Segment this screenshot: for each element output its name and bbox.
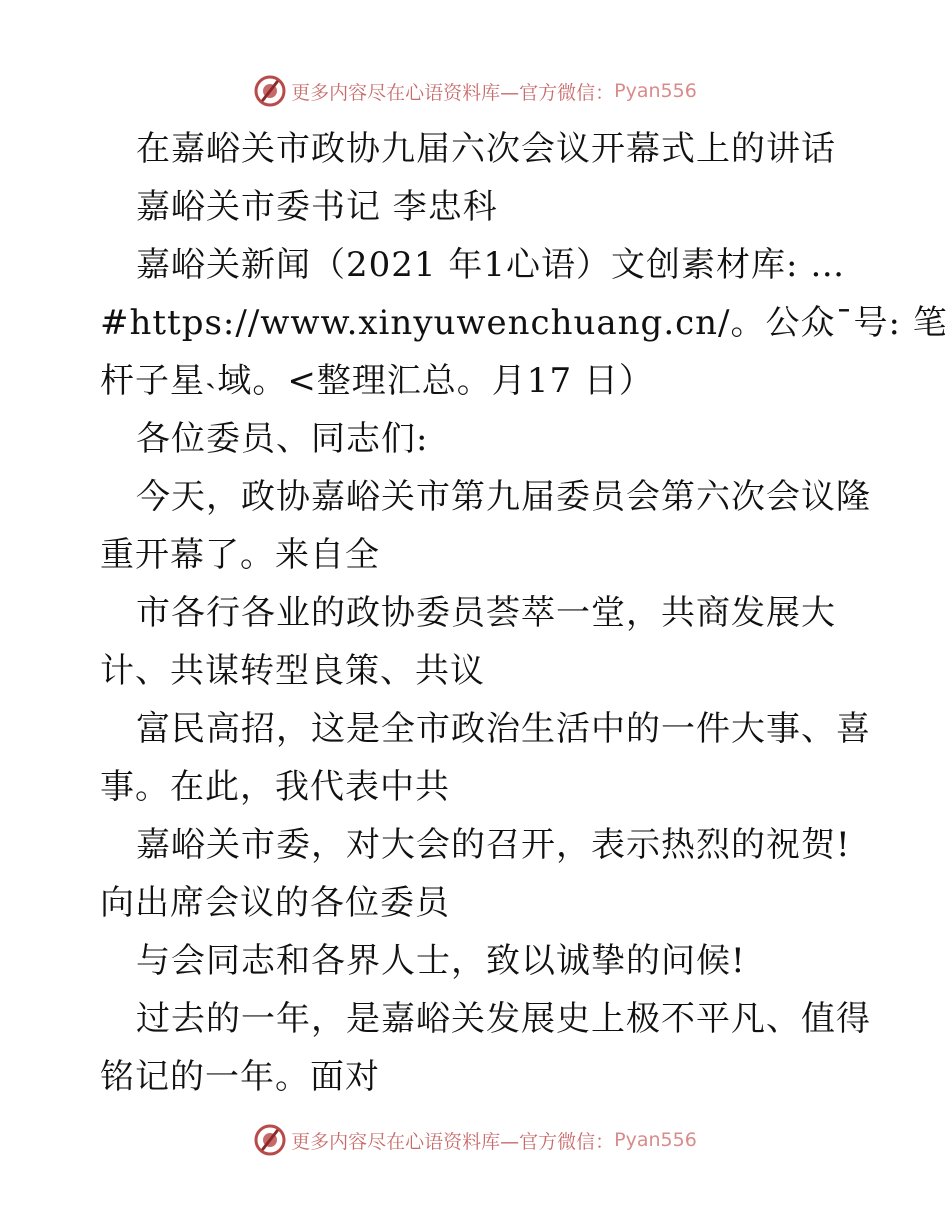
header-watermark-banner — [0, 71, 950, 111]
banner-text: 更多内容尽在心语资料库—官方微信： — [291, 81, 615, 104]
banner-wechat-id: Pyan556 — [614, 80, 697, 102]
text-line: 与会同志和各界人士，致以诚挚的问候! — [136, 941, 746, 981]
text-line: 铭记的一年。面对 — [100, 1057, 380, 1097]
brand-logo-icon — [253, 1123, 287, 1157]
text-line: #https://www.xinyuwenchuang.cn/。公众¯号: 笔 — [100, 303, 948, 343]
footer-watermark-banner — [0, 1120, 950, 1160]
text-line: 今天，政协嘉峪关市第九届委员会第六次会议隆 — [136, 477, 871, 517]
text-line: 嘉峪关市委，对大会的召开，表示热烈的祝贺! — [136, 825, 851, 865]
text-line: 向出席会议的各位委员 — [100, 883, 450, 923]
text-line: 嘉峪关市委书记 李忠科 — [136, 187, 498, 227]
text-line: 各位委员、同志们: — [136, 419, 429, 459]
text-line: 杆子星˴域。<整理汇总。月17 日） — [100, 361, 654, 401]
text-line: 市各行各业的政协委员荟萃一堂，共商发展大 — [136, 593, 836, 633]
text-line: 嘉峪关新闻（2021 年1心语）文创素材库: … — [136, 245, 846, 285]
text-line: 计、共谋转型良策、共议 — [100, 651, 485, 691]
text-line: 富民高招，这是全市政治生活中的一件大事、喜 — [136, 709, 871, 749]
brand-logo-icon — [253, 74, 287, 108]
text-line: 事。在此，我代表中共 — [100, 767, 450, 807]
text-line: 过去的一年，是嘉峪关发展史上极不平凡、值得 — [136, 999, 871, 1039]
text-line: 重开幕了。来自全 — [100, 535, 380, 575]
document-body — [100, 120, 948, 1106]
banner-text: 更多内容尽在心语资料库—官方微信： — [291, 1130, 615, 1153]
text-line: 在嘉峪关市政协九届六次会议开幕式上的讲话 — [136, 129, 836, 169]
banner-wechat-id: Pyan556 — [614, 1129, 697, 1151]
